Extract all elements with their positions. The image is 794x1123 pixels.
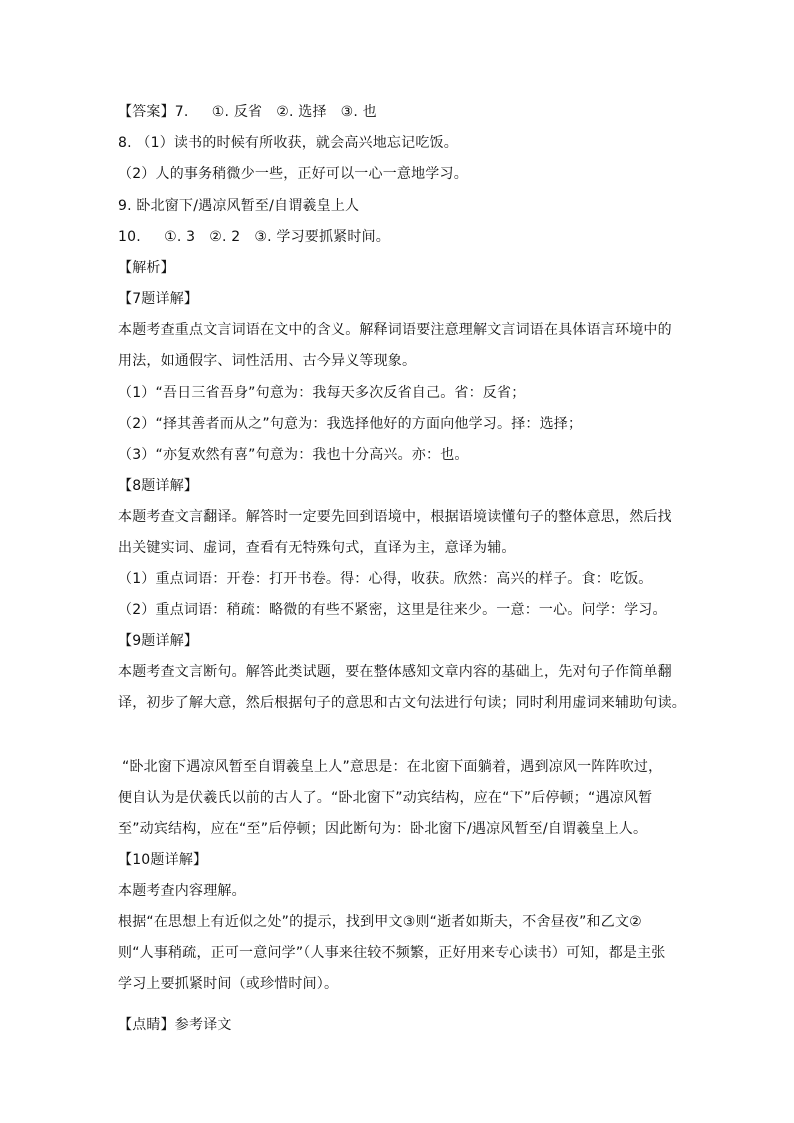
q9-explanation-line: 至”动宾结构，应在“至”后停顿；因此断句为：卧北窗下/遇凉风暂至/自谓羲皇上人。: [118, 821, 648, 837]
q9-paragraph-line: 译，初步了解大意，然后根据句子的意思和古文句法进行句读；同时利用虚词来辅助句读。: [118, 695, 686, 711]
q9-explanation-line: 便自认为是伏羲氏以前的古人了。“卧北窗下”动宾结构，应在“下”后停顿；“遇凉风暂: [118, 790, 653, 806]
answer-8-line: 8. （1）读书的时候有所收获，就会高兴地忘记吃饭。: [118, 135, 458, 151]
q8-item-2: （2）重点词语：稍疏：略微的有些不紧密，这里是往来少。一意：一心。问学：学习。: [118, 602, 667, 618]
q7-item-3: （3）“亦复欢然有喜”句意为：我也十分高兴。亦：也。: [118, 447, 469, 463]
q9-heading: 【9题详解】: [118, 633, 199, 649]
q10-heading: 【10题详解】: [118, 852, 208, 868]
answer-9-line: 9. 卧北窗下/遇凉风暂至/自谓羲皇上人: [118, 198, 360, 214]
q7-item-1: （1）“吾日三省吾身”句意为：我每天多次反省自己。省：反省；: [118, 385, 526, 401]
notes-heading: 【点睛】参考译文: [118, 1017, 232, 1033]
q7-paragraph-line: 本题考查重点文言词语在文中的含义。解释词语要注意理解文言词语在具体语言环境中的: [118, 322, 672, 338]
q10-paragraph-line: 则“人事稍疏，正可一意问学”（人事来往较不频繁，正好用来专心读书）可知，都是主张: [118, 945, 666, 961]
answer-line: 【答案】7. ①. 反省 ②. 选择 ③. 也: [118, 104, 377, 120]
q9-explanation-line: “卧北窗下遇凉风暂至自谓羲皇上人”意思是：在北窗下面躺着，遇到凉风一阵阵吹过，: [122, 759, 663, 775]
analysis-heading: 【解析】: [118, 260, 175, 276]
q10-paragraph-line: 本题考查内容理解。: [118, 883, 246, 899]
q8-paragraph-line: 本题考查文言翻译。解答时一定要先回到语境中，根据语境读懂句子的整体意思，然后找: [118, 509, 672, 525]
q7-heading: 【7题详解】: [118, 291, 199, 307]
answer-8-2-line: （2）人的事务稍微少一些，正好可以一心一意地学习。: [118, 166, 468, 182]
q10-paragraph-line: 根据“在思想上有近似之处”的提示，找到甲文③则“逝者如斯夫，不舍昼夜”和乙文②: [118, 914, 642, 930]
q10-paragraph-line: 学习上要抓紧时间（或珍惜时间）。: [118, 976, 339, 992]
q8-paragraph-line: 出关键实词、虚词，查看有无特殊句式，直译为主，意译为辅。: [118, 540, 516, 556]
q7-item-2: （2）“择其善者而从之”句意为：我选择他好的方面向他学习。择：选择；: [118, 416, 583, 432]
q8-heading: 【8题详解】: [118, 478, 199, 494]
q7-paragraph-line: 用法，如通假字、词性活用、古今异义等现象。: [118, 353, 417, 369]
q9-paragraph-line: 本题考查文言断句。解答此类试题，要在整体感知文章内容的基础上，先对句子作简单翻: [118, 664, 672, 680]
q8-item-1: （1）重点词语：开卷：打开书卷。得：心得，收获。欣然：高兴的样子。食：吃饭。: [118, 571, 653, 587]
answer-10-line: 10. ①. 3 ②. 2 ③. 学习要抓紧时间。: [118, 229, 390, 245]
